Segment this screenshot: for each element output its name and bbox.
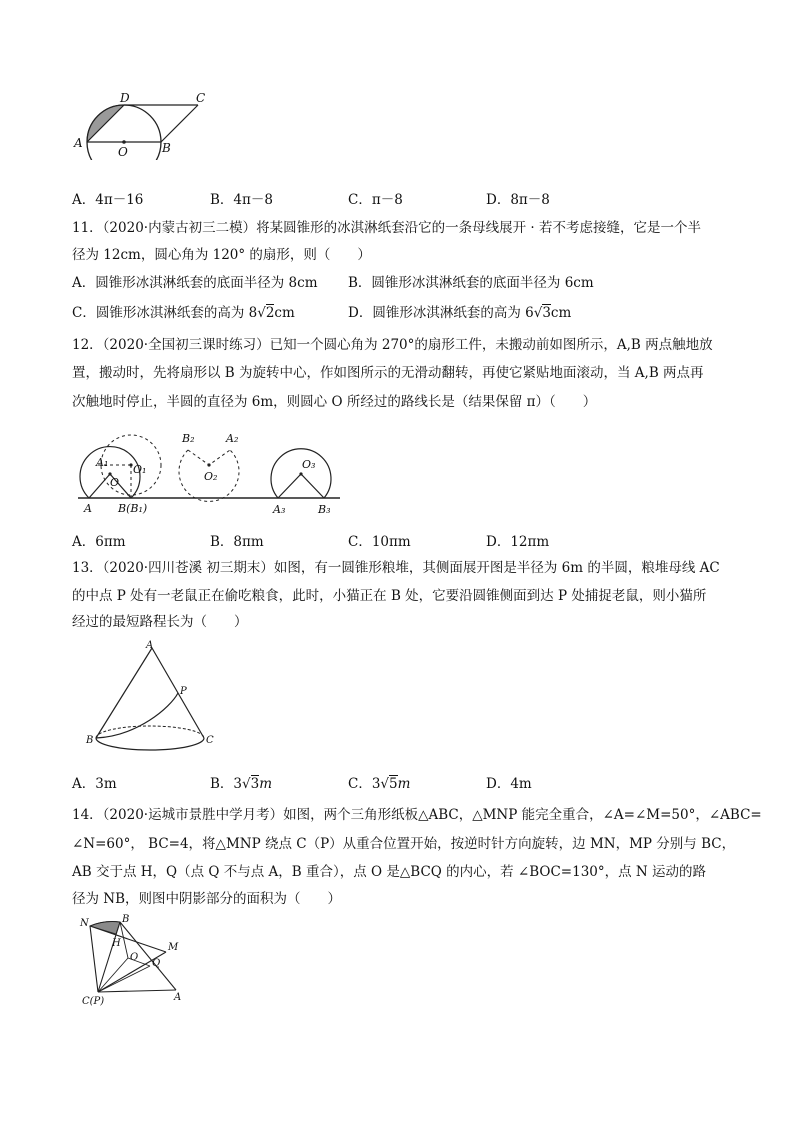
q10-option-d: D．8π－8	[486, 192, 550, 208]
q13-option-b	[210, 774, 272, 794]
q14-label-Q: Q	[152, 958, 161, 969]
q13-label-P: P	[180, 686, 187, 697]
q12-label-O2: O₂	[204, 470, 218, 483]
q14-label-N: N	[80, 918, 89, 929]
q14-label-O: O	[130, 952, 139, 963]
q13-label-B: B	[86, 735, 94, 746]
q12-label-A1: A₁	[96, 456, 109, 469]
q10-figure	[70, 88, 210, 160]
q14-stem-line3: AB 交于点 H，Q（点 Q 不与点 A，B 重合），点 O 是△BCQ 的内心，若 ∠BOC=130°，点 N 运动的路	[72, 864, 707, 880]
q11-stem-line1: 11．（2020·内蒙古初三二模）将某圆锥形的冰淇淋纸套沿它的一条母线展开 · 若不考虑接缝，它是一个半	[72, 220, 701, 236]
q12-label-A2: A₂	[226, 432, 239, 445]
q12-label-A3: A₃	[273, 503, 286, 516]
q14-label-A: A	[174, 992, 182, 1003]
q13-option-c-text: C．3	[348, 776, 381, 792]
q12-stem-line1: 12．（2020·全国初三课时练习）已知一个圆心角为 270°的扇形工件，未搬动前如图所示，A,B 两点触地放	[72, 337, 713, 353]
q10-label-A: A	[74, 136, 83, 150]
q12-option-b: B．8πm	[210, 534, 264, 550]
q13-option-b-unit: m	[259, 776, 273, 792]
q12-stem-line2: 置，搬动时，先将扇形以 B 为旋转中心，作如图所示的无滑动翻转，再使它紧贴地面滚动，当 A,B 两点再	[72, 365, 704, 381]
q10-label-C: C	[196, 91, 206, 105]
q14-stem-line2: ∠N=60°， BC=4，将△MNP 绕点 C（P）从重合位置开始，按逆时针方向旋转，边 MN，MP 分别与 BC，	[72, 836, 736, 852]
q14-figure	[78, 914, 208, 1006]
sqrt-sign: √	[242, 776, 251, 792]
sqrt-sign: √	[257, 305, 266, 321]
q11-option-b: B．圆锥形冰淇淋纸套的底面半径为 6cm	[348, 275, 594, 291]
q12-label-O1: O₁	[133, 463, 147, 476]
q10-label-O: O	[118, 145, 128, 159]
q11-option-d-radicand: 3	[542, 305, 551, 321]
q11-option-c-unit: cm	[274, 305, 295, 321]
q12-label-B-B1: B(B₁)	[118, 502, 148, 515]
q14-label-B: B	[122, 914, 130, 925]
q13-option-c	[348, 774, 410, 794]
q13-option-c-unit: m	[397, 776, 411, 792]
q11-option-d-text: D．圆锥形冰淇淋纸套的高为 6	[348, 305, 534, 321]
q10-option-b: B．4π－8	[210, 192, 273, 208]
q13-label-C: C	[206, 735, 214, 746]
q10-option-c: C．π－8	[348, 192, 403, 208]
q12-label-O: O	[110, 476, 120, 489]
q12-label-O3: O₃	[302, 458, 316, 471]
q12-stem-line3: 次触地时停止，半圆的直径为 6m，则圆心 O 所经过的路线长是（结果保留 π）（ ）	[72, 394, 597, 410]
q13-figure	[82, 638, 222, 758]
q11-option-c	[72, 303, 295, 323]
q10-label-B: B	[162, 141, 171, 155]
q11-option-d-unit: cm	[550, 305, 572, 321]
q12-option-d: D．12πm	[486, 534, 550, 550]
q13-option-b-radicand: 3	[250, 776, 260, 792]
q13-option-c-radicand: 5	[389, 776, 398, 792]
q12-label-A: A	[84, 502, 92, 515]
q13-stem-line3: 经过的最短路程长为（ ）	[72, 614, 248, 630]
sqrt-sign: √	[533, 305, 543, 321]
q14-stem-line1: 14．（2020·运城市景胜中学月考）如图，两个三角形纸板△ABC，△MNP 能完全重合，∠A=∠M=50°，∠ABC=	[72, 807, 762, 823]
q11-option-a: A．圆锥形冰淇淋纸套的底面半径为 8cm	[72, 275, 318, 291]
q13-stem-line1: 13．（2020·四川苍溪 初三期末）如图，有一圆锥形粮堆，其侧面展开图是半径为 6m 的半圆，粮堆母线 AC	[72, 560, 720, 576]
q13-option-d: D．4m	[486, 776, 532, 792]
q12-label-B3: B₃	[318, 503, 331, 516]
q12-label-B2: B₂	[182, 432, 195, 445]
q13-label-A: A	[146, 640, 154, 651]
q13-stem-line2: 的中点 P 处有一老鼠正在偷吃粮食，此时，小猫正在 B 处，它要沿圆锥侧面到达 P 处捕捉老鼠，则小猫所	[72, 588, 707, 604]
q14-label-M: M	[168, 942, 179, 953]
q12-option-a: A．6πm	[72, 534, 126, 550]
q10-label-D: D	[120, 91, 130, 105]
sqrt-sign: √	[380, 776, 390, 792]
q13-option-b-text: B．3	[210, 776, 243, 792]
q10-option-a: A．4π－16	[72, 192, 144, 208]
q11-option-c-radicand: 2	[265, 305, 275, 321]
q14-label-H: H	[112, 938, 121, 949]
q13-option-a: A．3m	[72, 776, 117, 792]
q14-stem-line4: 径为 NB，则图中阴影部分的面积为（ ）	[72, 891, 342, 907]
q12-option-c: C．10πm	[348, 534, 411, 550]
q11-option-c-text: C．圆锥形冰淇淋纸套的高为 8	[72, 305, 258, 321]
q12-figure	[78, 428, 348, 518]
q11-option-d	[348, 303, 571, 323]
q11-stem-line2: 径为 12cm，圆心角为 120° 的扇形，则（ ）	[72, 247, 371, 263]
q14-label-C-P: C(P)	[82, 996, 105, 1006]
